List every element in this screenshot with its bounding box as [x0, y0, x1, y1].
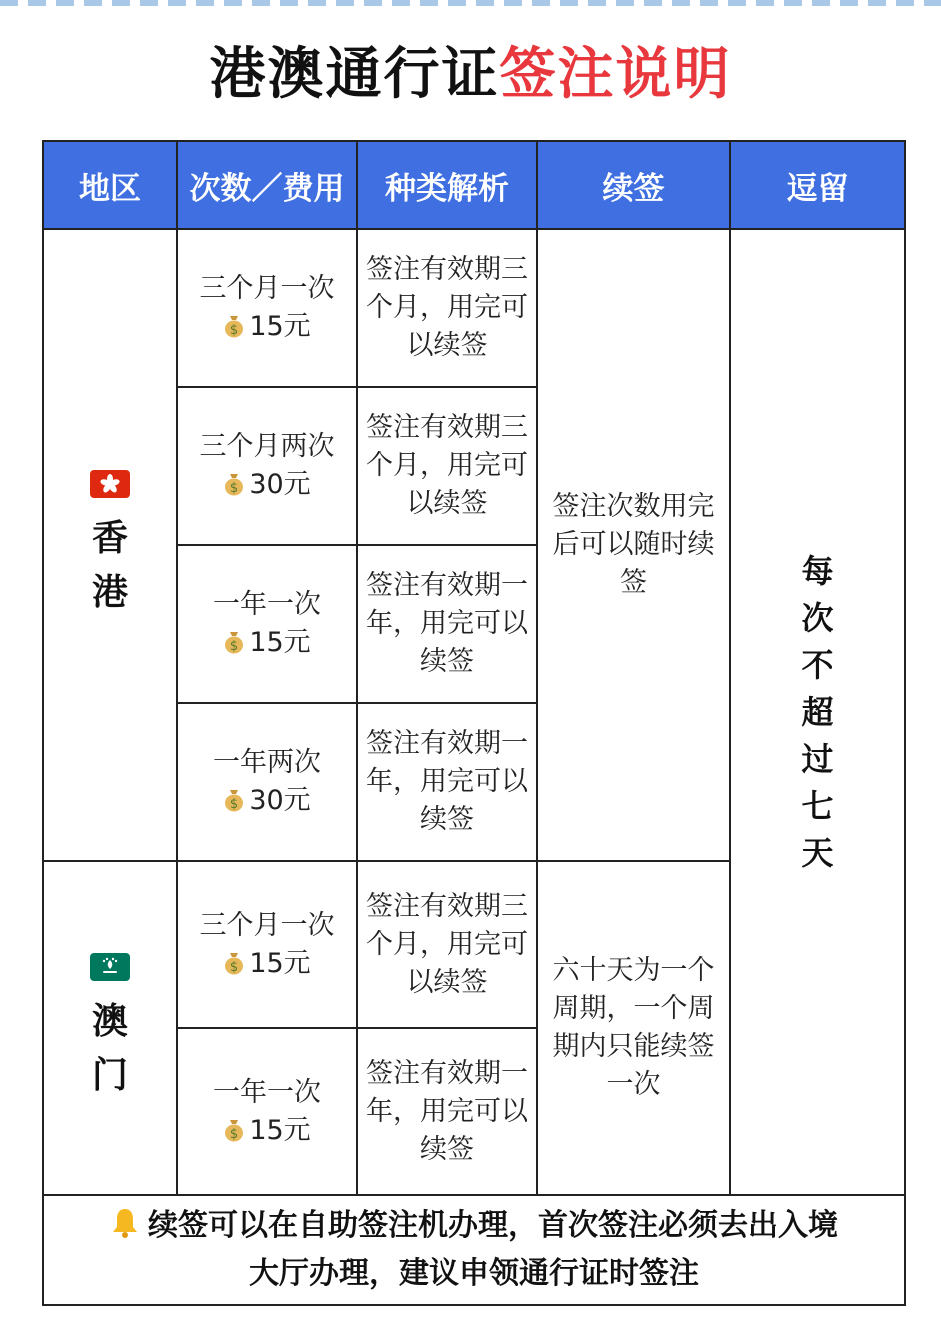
- svg-text:$: $: [230, 1126, 239, 1142]
- title-black-part: 港澳通行证: [209, 42, 500, 107]
- svg-text:$: $: [230, 481, 239, 496]
- fee-text: 15元: [249, 627, 311, 658]
- fee-text: 15元: [249, 1114, 311, 1146]
- top-dashed-border: [0, 0, 941, 6]
- region-macau: [42, 860, 178, 1196]
- times-text: 一年两次: [213, 747, 321, 778]
- region-hong-kong: [42, 228, 178, 862]
- times-text: 三个月一次: [199, 909, 335, 941]
- stay-char: 每: [801, 551, 834, 590]
- note-line-2: 大厅办理，建议申领通行证时签注: [249, 1256, 699, 1291]
- region-char: 香: [91, 518, 128, 559]
- type-description-cell: 签注有效期三个月，用完可以续签: [356, 386, 538, 546]
- renew-macau-cell: 六十天为一个周期，一个周期内只能续签一次: [536, 860, 731, 1196]
- region-char: 门: [91, 1055, 128, 1096]
- header-times-fee: 次数／费用: [176, 140, 358, 230]
- type-description-cell: 签注有效期一年，用完可以续签: [356, 544, 538, 704]
- stay-char: 不: [801, 645, 834, 684]
- times-fee-cell: [176, 228, 358, 388]
- type-description-cell: 签注有效期一年，用完可以续签: [356, 702, 538, 862]
- hong-kong-flag-icon: [90, 470, 130, 498]
- times-text: 三个月一次: [199, 273, 335, 304]
- header-stay: 逗留: [729, 140, 906, 230]
- svg-text:$: $: [230, 797, 239, 812]
- stay-char: 超: [801, 692, 834, 731]
- renew-hong-kong-cell: 签注次数用完后可以随时续签: [536, 228, 731, 862]
- type-description-cell: 签注有效期三个月，用完可以续签: [356, 860, 538, 1029]
- header-renew: 续签: [536, 140, 731, 230]
- visa-endorsement-table: [42, 140, 906, 1306]
- stay-char: 过: [801, 739, 834, 778]
- money-bag-icon: [223, 1115, 245, 1142]
- fee-text: 15元: [249, 947, 311, 979]
- money-bag-icon: [223, 785, 245, 812]
- region-name-macau: [92, 995, 128, 1103]
- times-fee-cell: [176, 386, 358, 546]
- stay-char: 天: [801, 833, 834, 872]
- money-bag-icon: [223, 627, 245, 654]
- region-name-hong-kong: [92, 512, 128, 620]
- region-char: 港: [91, 572, 128, 613]
- bell-icon: [110, 1206, 140, 1238]
- page-title: [0, 40, 941, 110]
- note-cell: [42, 1194, 906, 1306]
- fee-text: 30元: [249, 785, 311, 816]
- header-region: 地区: [42, 140, 178, 230]
- fee-text: 30元: [249, 469, 311, 500]
- svg-text:$: $: [230, 323, 239, 338]
- type-description-cell: 签注有效期一年，用完可以续签: [356, 1027, 538, 1196]
- times-fee-cell: [176, 860, 358, 1029]
- times-fee-cell: [176, 1027, 358, 1196]
- times-fee-cell: [176, 544, 358, 704]
- macau-flag-icon: [90, 953, 130, 981]
- stay-char: 七: [801, 786, 834, 825]
- stay-char: 次: [801, 598, 834, 637]
- money-bag-icon: [223, 469, 245, 496]
- times-fee-cell: [176, 702, 358, 862]
- header-type: 种类解析: [356, 140, 538, 230]
- money-bag-icon: [223, 948, 245, 975]
- title-red-part: 签注说明: [499, 42, 732, 107]
- times-text: 三个月两次: [199, 431, 335, 462]
- svg-text:$: $: [230, 959, 239, 975]
- fee-text: 15元: [249, 311, 311, 342]
- money-bag-icon: [223, 311, 245, 338]
- stay-limit-cell: [729, 228, 906, 1196]
- svg-text:$: $: [230, 639, 239, 654]
- type-description-cell: 签注有效期三个月，用完可以续签: [356, 228, 538, 388]
- region-char: 澳: [91, 1001, 128, 1042]
- times-text: 一年一次: [213, 1076, 321, 1108]
- note-line-1: 续签可以在自助签注机办理，首次签注必须去出入境: [148, 1208, 838, 1243]
- times-text: 一年一次: [213, 589, 321, 620]
